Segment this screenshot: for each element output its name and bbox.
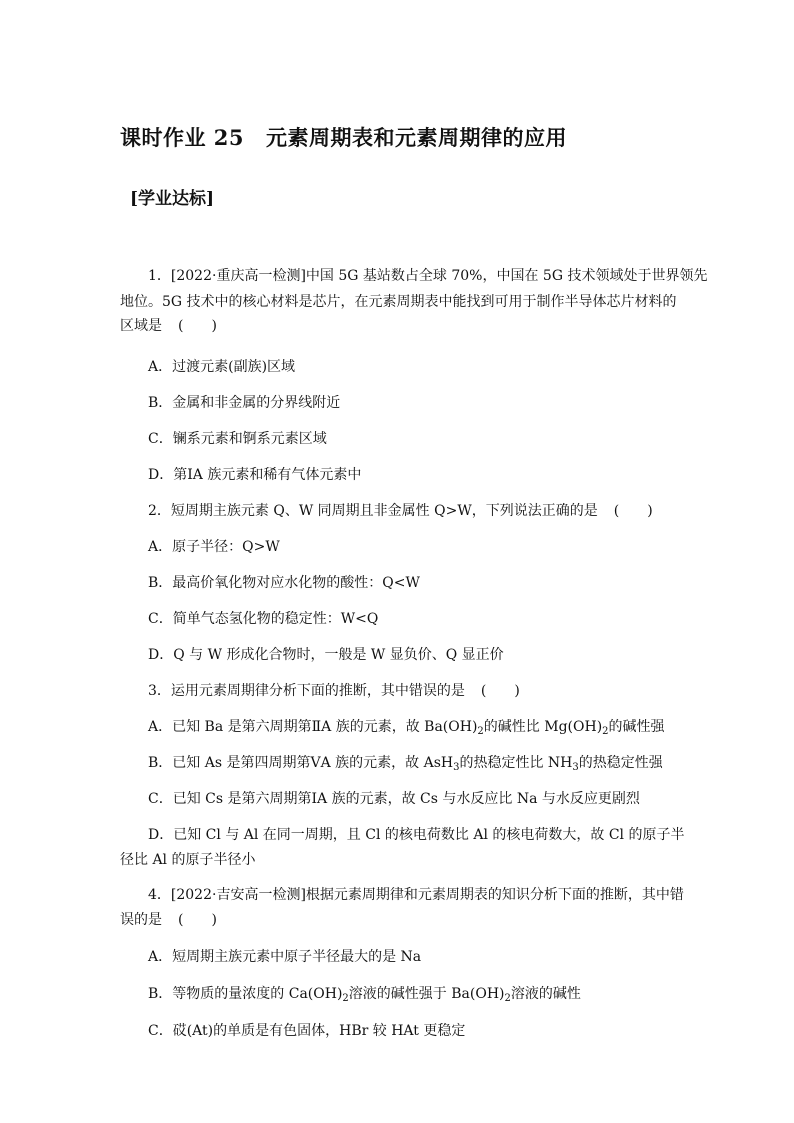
q2-option-c: C．简单气态氢化物的稳定性：W<Q xyxy=(148,611,379,627)
q3-option-c: C．已知 Cs 是第六周期第ⅠA 族的元素，故 Cs 与水反应比 Na 与水反应更剧烈 xyxy=(148,791,640,807)
q3b-text-2: 的热稳定性比 NH xyxy=(459,755,573,771)
q4-line-1: 4．[2022·吉安高一检测]根据元素周期律和元素周期表的知识分析下面的推断，其中错 xyxy=(148,887,684,903)
q4b-text-2: 溶液的碱性强于 Ba(OH) xyxy=(348,986,505,1002)
q2-option-a: A．原子半径：Q>W xyxy=(148,539,280,555)
q4-option-c: C．砹(At)的单质是有色固体，HBr 较 HAt 更稳定 xyxy=(148,1023,466,1039)
q4-option-b xyxy=(148,984,581,1004)
q4b-subscript-1: 2 xyxy=(342,993,349,1004)
q4-option-a: A．短周期主族元素中原子半径最大的是 Na xyxy=(148,949,422,965)
q4-answer-blank: ( ) xyxy=(178,912,217,928)
q3a-text-2: 的碱性比 Mg(OH) xyxy=(483,719,603,735)
q3a-text-3: 的碱性强 xyxy=(608,719,665,735)
q3b-text-3: 的热稳定性强 xyxy=(578,755,663,771)
q1-line-2: 地位。5G 技术中的核心材料是芯片，在元素周期表中能找到可用于制作半导体芯片材料的 xyxy=(120,294,677,310)
q1-option-a: A．过渡元素(副族)区域 xyxy=(148,359,296,375)
title-sub: 元素周期表和元素周期律的应用 xyxy=(266,125,568,150)
q1-option-d: D．第ⅠA 族元素和稀有气体元素中 xyxy=(148,467,362,483)
q1-option-c: C．镧系元素和锕系元素区域 xyxy=(148,431,327,447)
q4b-subscript-2: 2 xyxy=(504,993,511,1004)
q1-line-1: 1．[2022·重庆高一检测]中国 5G 基站数占全球 70%，中国在 5G 技术领域处于世界领先 xyxy=(148,268,708,284)
q3-option-a xyxy=(148,717,665,737)
q3a-subscript-1: 2 xyxy=(477,726,484,737)
q2-answer-blank: ( ) xyxy=(613,503,653,519)
q3b-subscript-2: 3 xyxy=(572,762,579,773)
q3a-text-1: A．已知 Ba 是第六周期第ⅡA 族的元素，故 Ba(OH) xyxy=(148,719,478,735)
q1-stem-end: 区域是 xyxy=(120,318,162,334)
q2-stem-text: 2．短周期主族元素 Q、W 同周期且非金属性 Q>W，下列说法正确的是 xyxy=(148,503,598,519)
q1-option-b: B．金属和非金属的分界线附近 xyxy=(148,395,341,411)
q3-option-d-line-2: 径比 Al 的原子半径小 xyxy=(120,852,256,868)
page-title xyxy=(120,122,567,152)
q3b-text-1: B．已知 As 是第四周期第ⅤA 族的元素，故 AsH xyxy=(148,755,454,771)
q3b-subscript-1: 3 xyxy=(453,762,460,773)
q1-answer-blank: ( ) xyxy=(178,318,217,334)
title-main: 课时作业 25 xyxy=(120,125,245,150)
q3-answer-blank: ( ) xyxy=(480,683,520,699)
q4b-text-1: B．等物质的量浓度的 Ca(OH) xyxy=(148,986,343,1002)
q3-option-d-line-1: D．已知 Cl 与 Al 在同一周期，且 Cl 的核电荷数比 Al 的核电荷数大，故 Cl 的原子半 xyxy=(148,827,685,843)
q4b-text-3: 溶液的碱性 xyxy=(510,986,581,1002)
q3-stem xyxy=(148,681,520,701)
q3-option-b xyxy=(148,753,663,773)
q1-line-3 xyxy=(120,316,217,336)
q3a-subscript-2: 2 xyxy=(602,726,609,737)
q4-stem-end: 误的是 xyxy=(120,912,162,928)
q3-stem-text: 3．运用元素周期律分析下面的推断，其中错误的是 xyxy=(148,683,465,699)
q2-stem xyxy=(148,501,653,521)
q2-option-d: D．Q 与 W 形成化合物时，一般是 W 显负价、Q 显正价 xyxy=(148,647,504,663)
q4-line-2 xyxy=(120,910,217,930)
section-heading: [学业达标] xyxy=(130,189,215,209)
q2-option-b: B．最高价氧化物对应水化物的酸性：Q<W xyxy=(148,575,420,591)
